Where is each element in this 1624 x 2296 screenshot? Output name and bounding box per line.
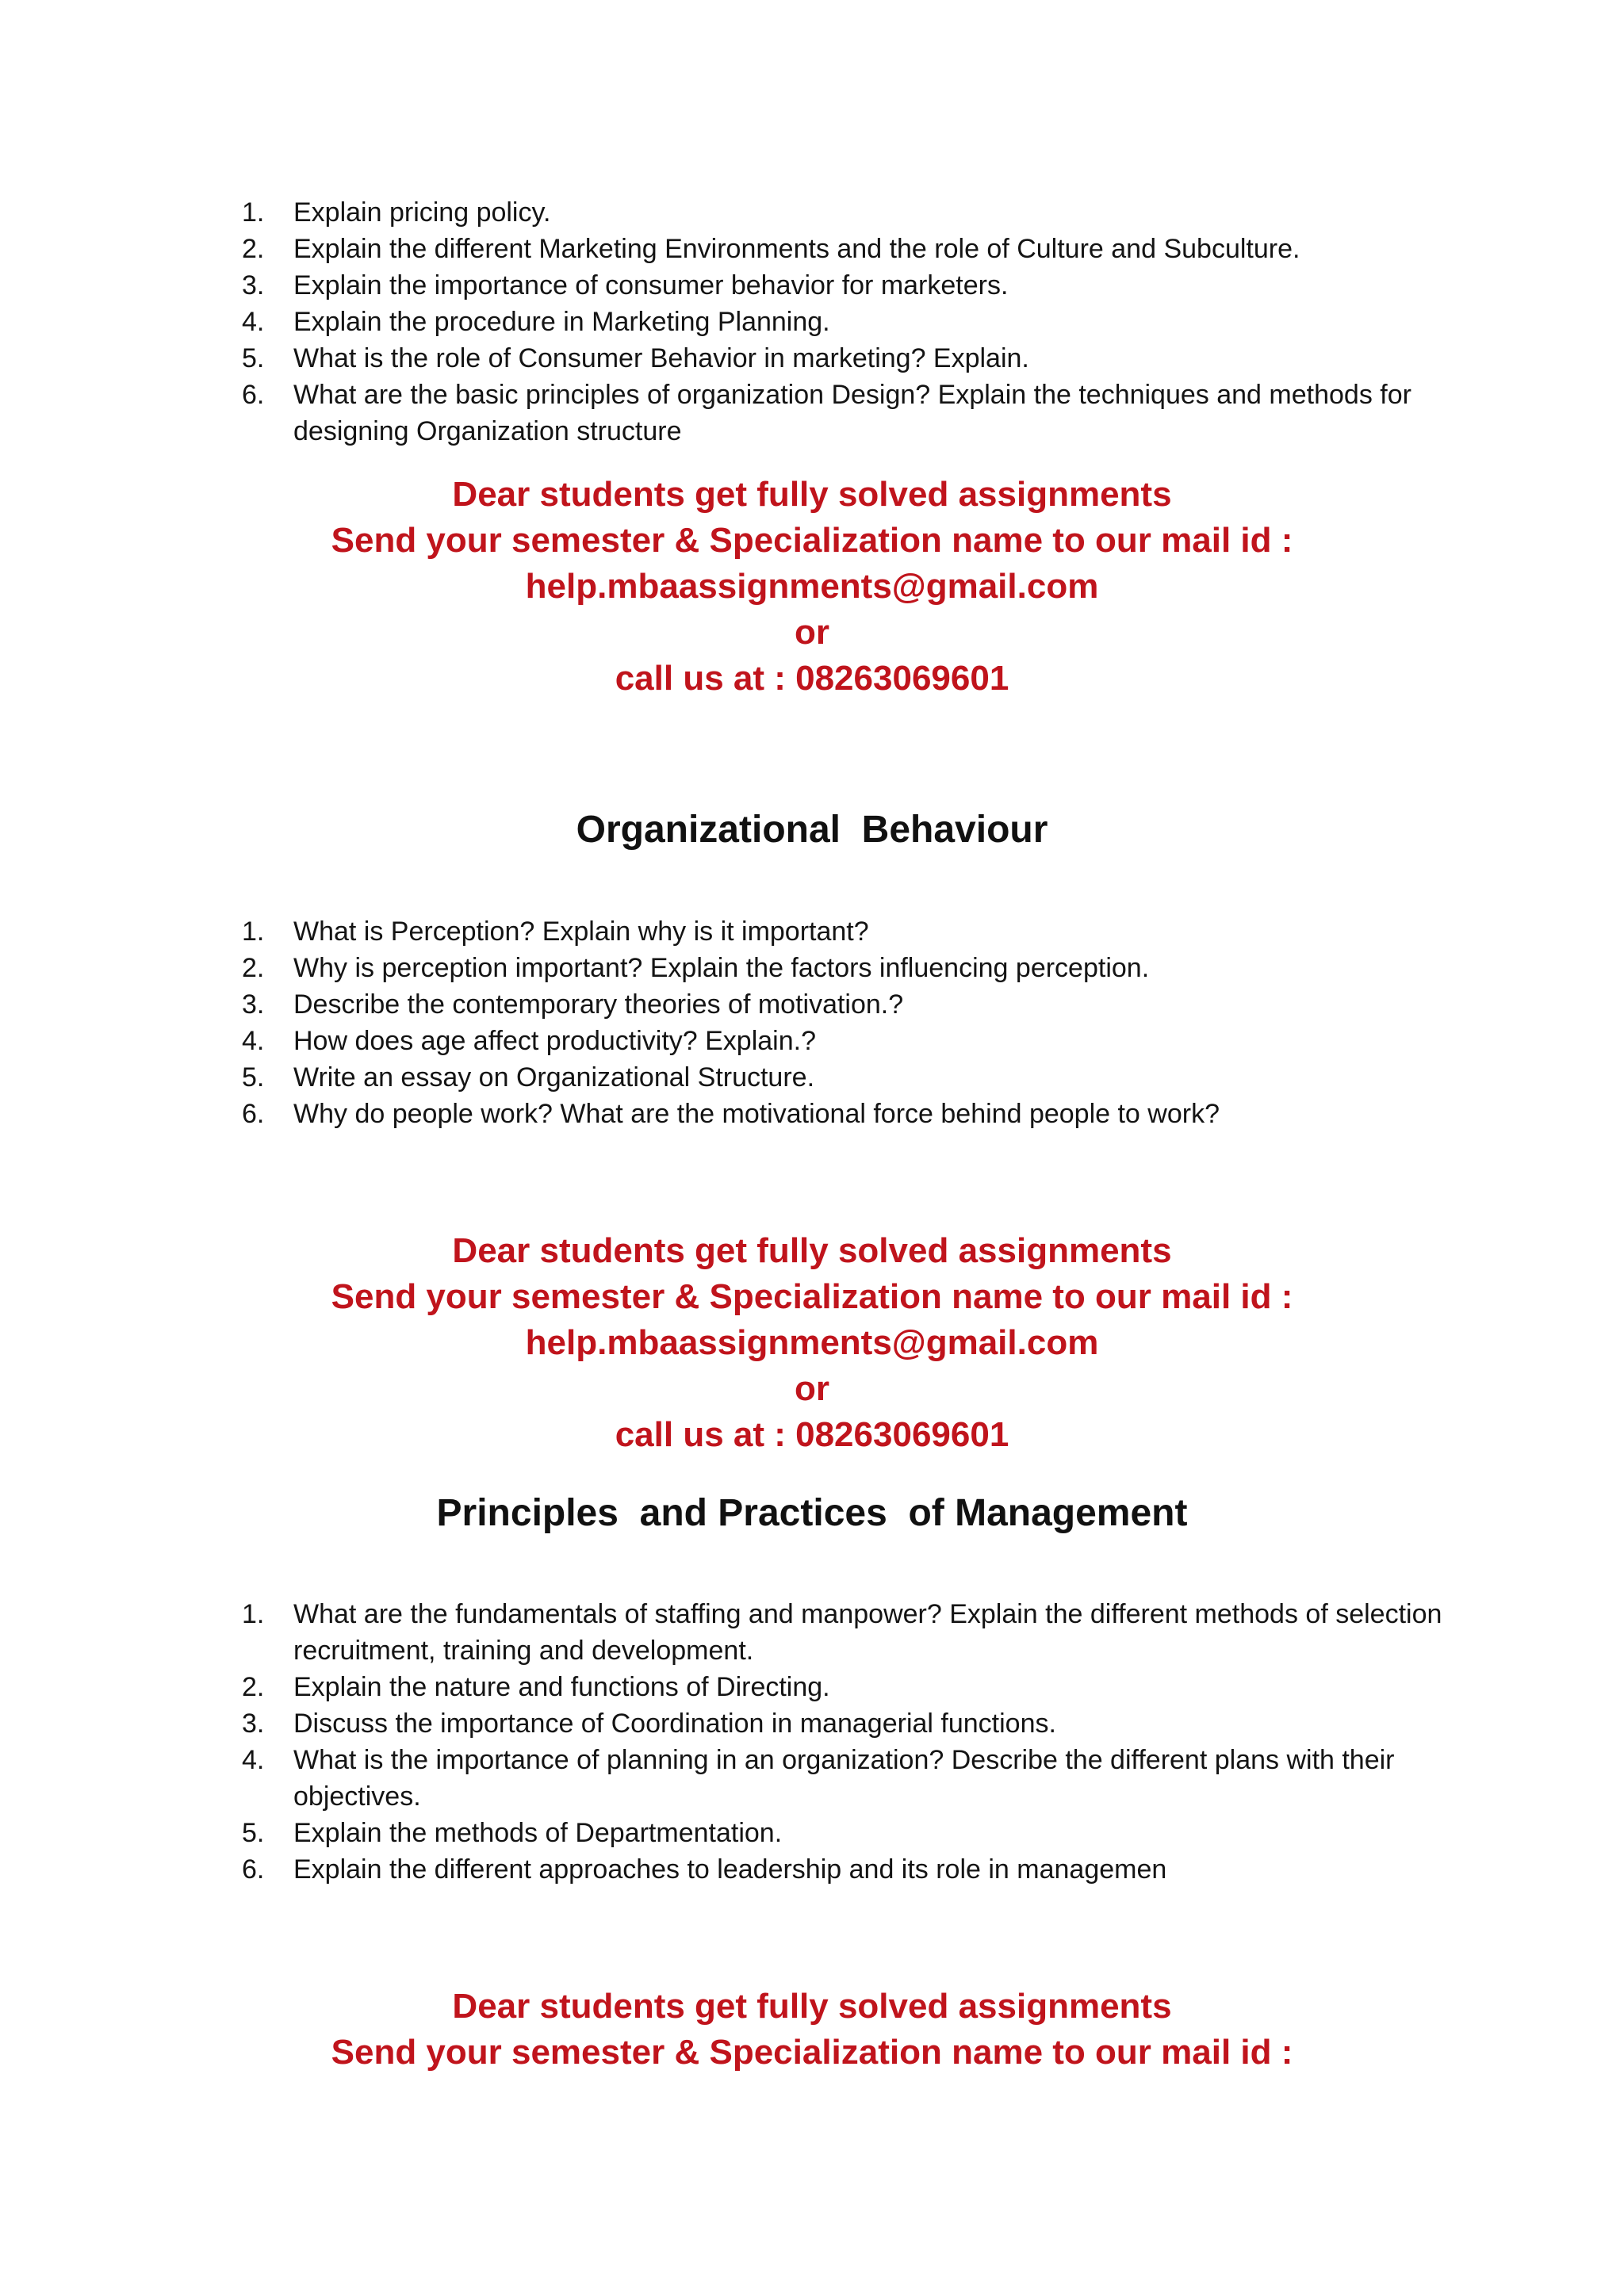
- list-item-number: 3.: [242, 1709, 265, 1739]
- list-item-text: Explain the different approaches to leadership and its role in managemen: [293, 1854, 1167, 1885]
- list-item-text: Explain the nature and functions of Directing.: [293, 1672, 830, 1702]
- list-item: [242, 304, 1447, 340]
- promo-email: help.mbaassignments@gmail.com: [525, 1323, 1099, 1362]
- list-item-text: What are the fundamentals of staffing and manpower? Explain the different methods of selection recruitment, training and development.: [293, 1599, 1442, 1666]
- promo-headline: Dear students get fully solved assignments: [452, 475, 1172, 514]
- list-item-text: Explain pricing policy.: [293, 197, 551, 228]
- question-list-organizational-behaviour: [242, 913, 1447, 1132]
- list-item-text: Explain the methods of Departmentation.: [293, 1818, 783, 1848]
- promo-email: help.mbaassignments@gmail.com: [525, 567, 1099, 606]
- list-item-number: 2.: [242, 1672, 265, 1702]
- promo-or: or: [795, 1369, 829, 1408]
- list-item-number: 6.: [242, 1854, 265, 1885]
- list-item: [242, 1023, 1447, 1059]
- list-item: [242, 231, 1447, 267]
- list-item: [242, 377, 1447, 450]
- promo-block: [0, 1228, 1624, 1458]
- list-item-number: 1.: [242, 1599, 265, 1629]
- promo-block: [0, 1984, 1624, 2076]
- list-item-number: 3.: [242, 989, 265, 1020]
- list-item-number: 4.: [242, 307, 265, 337]
- list-item-number: 4.: [242, 1026, 265, 1056]
- list-item-number: 5.: [242, 1818, 265, 1848]
- list-item: [242, 194, 1447, 231]
- list-item-number: 1.: [242, 197, 265, 228]
- promo-block: [0, 472, 1624, 702]
- list-item-text: Explain the importance of consumer behavior for marketers.: [293, 270, 1009, 300]
- list-item-number: 5.: [242, 343, 265, 373]
- list-item: [242, 986, 1447, 1023]
- list-item-text: Why do people work? What are the motivational force behind people to work?: [293, 1099, 1220, 1129]
- list-item-text: Why is perception important? Explain the factors influencing perception.: [293, 953, 1150, 983]
- list-item-text: Explain the different Marketing Environments and the role of Culture and Subculture.: [293, 234, 1300, 264]
- list-item: [242, 1851, 1447, 1888]
- list-item-text: How does age affect productivity? Explain.?: [293, 1026, 816, 1056]
- list-item-text: What is the role of Consumer Behavior in marketing? Explain.: [293, 343, 1029, 373]
- list-item-number: 3.: [242, 270, 265, 300]
- list-item: [242, 1596, 1447, 1669]
- promo-phone: call us at : 08263069601: [615, 1415, 1009, 1454]
- list-item: [242, 1815, 1447, 1851]
- list-item: [242, 1669, 1447, 1705]
- list-item: [242, 913, 1447, 950]
- list-item-number: 6.: [242, 1099, 265, 1129]
- list-item: [242, 1705, 1447, 1742]
- list-item-number: 6.: [242, 380, 265, 410]
- list-item: [242, 950, 1447, 986]
- question-list-management: [242, 1596, 1447, 1888]
- promo-headline: Dear students get fully solved assignments: [452, 1987, 1172, 2026]
- list-item-number: 2.: [242, 953, 265, 983]
- question-list-marketing: [242, 194, 1447, 450]
- list-item-number: 5.: [242, 1062, 265, 1093]
- list-item-text: What are the basic principles of organization Design? Explain the techniques and methods for designing Organization structure: [293, 380, 1411, 446]
- promo-headline: Dear students get fully solved assignments: [452, 1231, 1172, 1270]
- list-item: [242, 1096, 1447, 1132]
- section-heading: Organizational Behaviour: [576, 809, 1048, 851]
- list-item: [242, 267, 1447, 304]
- promo-phone: call us at : 08263069601: [615, 659, 1009, 698]
- list-item-number: 1.: [242, 916, 265, 947]
- list-item: [242, 1059, 1447, 1096]
- promo-instruction: Send your semester & Specialization name to our mail id :: [331, 1277, 1293, 1316]
- list-item-number: 2.: [242, 234, 265, 264]
- list-item-text: Write an essay on Organizational Structure.: [293, 1062, 815, 1093]
- list-item-text: Explain the procedure in Marketing Planning.: [293, 307, 830, 337]
- list-item-text: What is Perception? Explain why is it important?: [293, 916, 869, 947]
- promo-or: or: [795, 613, 829, 652]
- list-item-text: Describe the contemporary theories of motivation.?: [293, 989, 904, 1020]
- section-heading: Principles and Practices of Management: [436, 1492, 1188, 1534]
- promo-instruction: Send your semester & Specialization name to our mail id :: [331, 521, 1293, 560]
- promo-instruction: Send your semester & Specialization name to our mail id :: [331, 2033, 1293, 2072]
- list-item: [242, 340, 1447, 377]
- list-item-text: Discuss the importance of Coordination in managerial functions.: [293, 1709, 1056, 1739]
- list-item-number: 4.: [242, 1745, 265, 1775]
- list-item-text: What is the importance of planning in an organization? Describe the different plans with their objectives.: [293, 1745, 1395, 1812]
- list-item: [242, 1742, 1447, 1815]
